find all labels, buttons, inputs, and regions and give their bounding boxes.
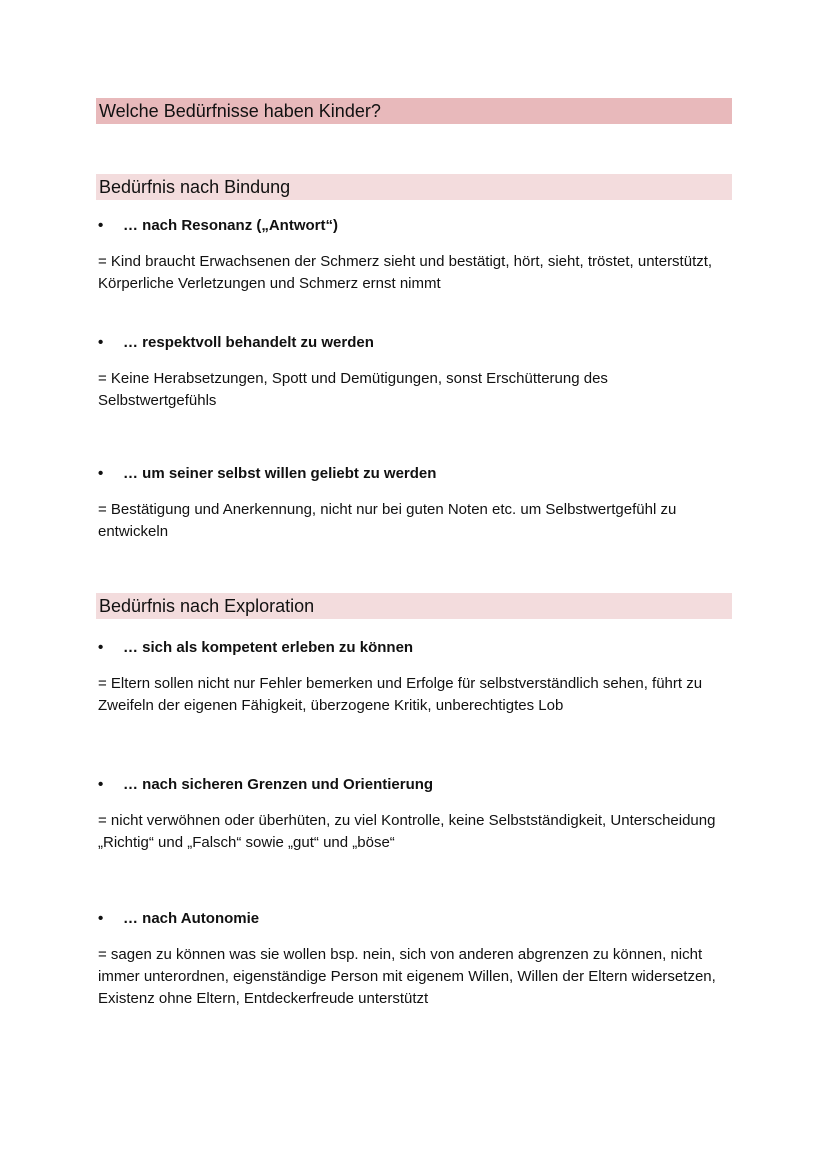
bullet-icon: • [98, 217, 104, 234]
bullet-item-kompetent [98, 638, 413, 658]
bullet-label: … nach Autonomie [123, 910, 260, 927]
bullet-item-geliebt [98, 464, 436, 484]
bullet-item-autonomie [98, 909, 259, 929]
bullet-label: … nach sicheren Grenzen und Orientierung [123, 776, 434, 793]
bullet-label: … nach Resonanz („Antwort“) [123, 217, 339, 234]
bullet-description: = Kind braucht Erwachsenen der Schmerz sieht und bestätigt, hört, sieht, tröstet, unterstützt, Körperliche Verletzungen und Schmerz ernst nimmt [98, 253, 713, 292]
bullet-description: = Bestätigung und Anerkennung, nicht nur bei guten Noten etc. um Selbstwertgefühl zu entwickeln [98, 501, 677, 540]
section-heading-bindung: Bedürfnis nach Bindung [96, 174, 732, 200]
bullet-item-grenzen [98, 775, 433, 795]
bullet-description: = Eltern sollen nicht nur Fehler bemerken und Erfolge für selbstverständlich sehen, führt zu Zweifeln der eigenen Fähigkeit, überzogene Kritik, unberechtigtes Lob [98, 675, 703, 714]
bullet-label: … um seiner selbst willen geliebt zu werden [123, 465, 437, 482]
bullet-description: = sagen zu können was sie wollen bsp. nein, sich von anderen abgrenzen zu können, nicht immer unterordnen, eigenständige Person mit eigenem Willen, Willen der Eltern widersetzen, Existenz ohne Eltern, Entdeckerfreude unterstützt [98, 946, 716, 1007]
page-title: Welche Bedürfnisse haben Kinder? [96, 98, 732, 124]
bullet-label: … sich als kompetent erleben zu können [123, 639, 414, 656]
section-heading-exploration: Bedürfnis nach Exploration [96, 593, 732, 619]
bullet-icon: • [98, 465, 104, 482]
bullet-icon: • [98, 910, 104, 927]
bullet-icon: • [98, 639, 104, 656]
bullet-label: … respektvoll behandelt zu werden [123, 334, 374, 351]
bullet-description: = Keine Herabsetzungen, Spott und Demütigungen, sonst Erschütterung des Selbstwertgefühls [98, 370, 608, 409]
bullet-description: = nicht verwöhnen oder überhüten, zu viel Kontrolle, keine Selbstständigkeit, Unterscheidung „Richtig“ und „Falsch“ sowie „gut“ und „böse“ [98, 812, 716, 851]
bullet-item-resonanz [98, 216, 338, 236]
bullet-icon: • [98, 776, 104, 793]
bullet-icon: • [98, 334, 104, 351]
bullet-item-respekt [98, 333, 374, 353]
